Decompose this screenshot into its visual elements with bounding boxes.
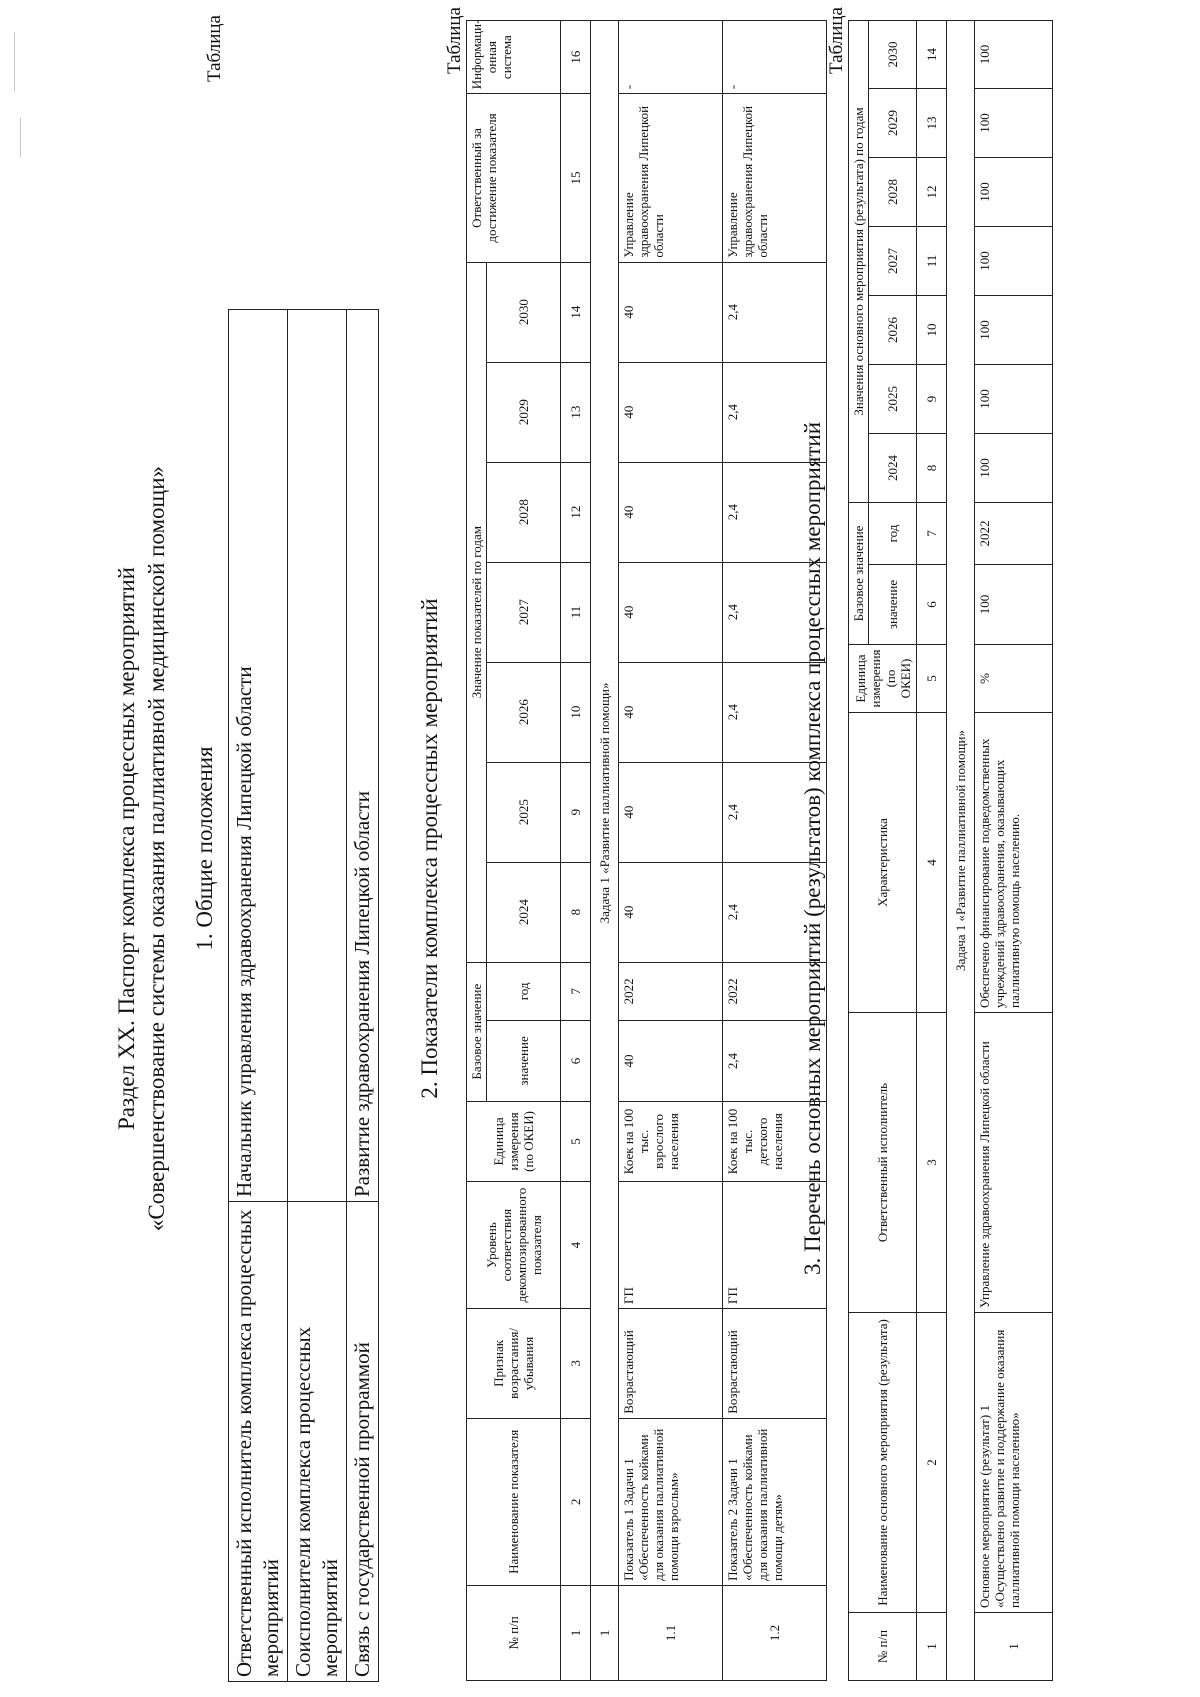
row-value: 2,4	[723, 862, 827, 962]
col-base-value-header: значение	[869, 565, 917, 645]
row-label: Соисполнители комплекса процессных мероприятий	[288, 1202, 347, 1682]
row-resp: Управление здравоохранения Липецкой области	[723, 94, 827, 262]
section3-title: 3. Перечень основных мероприятий (результатов) комплекса процессных мероприятий	[800, 421, 825, 1276]
column-number: 15	[561, 94, 591, 262]
row-value: 40	[619, 462, 723, 562]
row-value: 40	[619, 362, 723, 462]
column-number: 10	[561, 662, 591, 762]
row-num: 1.1	[619, 1585, 723, 1680]
col-base-value-header: значение	[487, 1021, 561, 1101]
row-value: 2,4	[723, 462, 827, 562]
col-level-header: Уровень соответствия декомпозированного показателя	[467, 1182, 561, 1309]
column-number: 1	[561, 1585, 591, 1680]
col-values-header: Значение показателей по годам	[467, 262, 487, 962]
row-base-year: 2022	[619, 962, 723, 1021]
year-header: 2025	[487, 762, 561, 862]
column-number: 12	[917, 157, 947, 226]
column-number: 7	[917, 502, 947, 564]
row-value: 100	[975, 157, 1053, 226]
row-value: 40	[619, 862, 723, 962]
task-number: 1	[591, 1585, 619, 1680]
row-sign: Возрастающий	[723, 1309, 827, 1419]
column-number: 8	[917, 433, 947, 502]
row-value	[288, 310, 347, 1202]
column-number: 13	[917, 88, 947, 157]
row-base-year: 2022	[723, 962, 827, 1021]
row-base-value: 2,4	[723, 1021, 827, 1101]
col-unit-header: Единица измерения (по ОКЕИ)	[849, 645, 917, 713]
column-number: 7	[561, 962, 591, 1021]
col-name-header: Наименование показателя	[467, 1418, 561, 1585]
column-numbers-row	[917, 20, 947, 1680]
column-number: 11	[917, 226, 947, 295]
scan-edge-mark	[20, 117, 21, 157]
column-number: 8	[561, 862, 591, 962]
section1-table-label: Таблица	[204, 15, 225, 83]
year-header: 2024	[487, 862, 561, 962]
col-unit-header: Единица измерения (по ОКЕИ)	[467, 1101, 561, 1181]
table-row	[229, 310, 288, 1682]
year-header: 2028	[487, 462, 561, 562]
column-number: 1	[917, 1613, 947, 1681]
task-row	[947, 20, 975, 1680]
row-value: 40	[619, 562, 723, 662]
column-number: 13	[561, 362, 591, 462]
row-level: ГП	[723, 1182, 827, 1309]
row-name: Основное мероприятие (результат) 1 «Осуществлено развитие и поддержание оказания паллиативной помощи населению»	[975, 1313, 1053, 1613]
col-exec-header: Ответственный исполнитель	[849, 1013, 917, 1313]
col-num-header: № п/п	[467, 1585, 561, 1680]
title-line-1: Раздел XX. Паспорт комплекса процессных мероприятий	[114, 567, 139, 1130]
column-number: 6	[917, 565, 947, 645]
row-value: 100	[975, 364, 1053, 433]
row-num: 1.2	[723, 1585, 827, 1680]
section-title	[112, 0, 172, 1697]
row-value: 40	[619, 762, 723, 862]
column-numbers-row	[561, 21, 591, 1681]
table-row	[288, 310, 347, 1682]
row-char: Обеспечено финансирование подведомственных учреждений здравоохранения, оказывающих паллиативную помощь населению.	[975, 713, 1053, 1013]
column-number: 9	[561, 762, 591, 862]
table-row	[619, 21, 723, 1681]
row-value: 40	[619, 262, 723, 362]
row-base-value: 100	[975, 565, 1053, 645]
scan-edge-mark	[14, 32, 15, 92]
row-name: Показатель 1 Задачи 1 «Обеспеченность койками для оказания паллиативной помощи взрослым»	[619, 1418, 723, 1585]
column-number: 5	[561, 1101, 591, 1181]
table-row	[347, 310, 379, 1682]
year-header: 2029	[869, 88, 917, 157]
row-value: 2,4	[723, 562, 827, 662]
column-number: 3	[917, 1013, 947, 1313]
col-sign-header: Признак возрастания/ убывания	[467, 1309, 561, 1419]
row-base-year: 2022	[975, 502, 1053, 564]
section1-title: 1. Общие положения	[192, 746, 217, 951]
title-line-2: «Совершенствование системы оказания паллиативной медицинской помощи»	[144, 465, 169, 1232]
year-header: 2030	[869, 20, 917, 88]
section2-title: 2. Показатели комплекса процессных мероприятий	[417, 598, 442, 1099]
table-row	[975, 20, 1053, 1680]
row-value: 100	[975, 295, 1053, 364]
row-label: Связь с государственной программой	[347, 1202, 379, 1682]
row-info: -	[723, 21, 827, 94]
section2-table-label: Таблица	[444, 7, 465, 75]
header-row	[467, 21, 487, 1681]
col-base-header: Базовое значение	[467, 962, 487, 1101]
year-header: 2025	[869, 364, 917, 433]
measures-table	[848, 20, 1053, 1681]
column-number: 5	[917, 645, 947, 713]
col-values-header: Значения основного мероприятия (результата) по годам	[849, 20, 869, 502]
row-value: 2,4	[723, 262, 827, 362]
column-number: 14	[561, 262, 591, 362]
column-number: 9	[917, 364, 947, 433]
section3-table-label: Таблица	[826, 7, 847, 75]
row-value: 2,4	[723, 662, 827, 762]
col-info-header: Информаци-онная система	[467, 21, 561, 94]
year-header: 2029	[487, 362, 561, 462]
col-name-header: Наименование основного мероприятия (результата)	[849, 1313, 917, 1613]
row-value: 100	[975, 226, 1053, 295]
col-base-year-header: год	[869, 502, 917, 564]
header-row	[849, 20, 869, 1680]
year-header: 2027	[869, 226, 917, 295]
row-unit: %	[975, 645, 1053, 713]
year-header: 2030	[487, 262, 561, 362]
row-exec: Управление здравоохранения Липецкой области	[975, 1013, 1053, 1313]
column-number: 2	[917, 1313, 947, 1613]
row-unit: Коек на 100 тыс. детского населения	[723, 1101, 827, 1181]
row-value: 2,4	[723, 362, 827, 462]
year-header: 2028	[869, 157, 917, 226]
row-num: 1	[975, 1613, 1053, 1681]
year-header: 2026	[869, 295, 917, 364]
col-base-year-header: год	[487, 962, 561, 1021]
row-value: 40	[619, 662, 723, 762]
col-base-header: Базовое значение	[849, 502, 869, 644]
row-value: 100	[975, 20, 1053, 88]
col-resp-header: Ответственный за достижение показателя	[467, 94, 561, 262]
row-unit: Коек на 100 тыс. взрослого населения	[619, 1101, 723, 1181]
row-base-value: 40	[619, 1021, 723, 1101]
year-header: 2026	[487, 662, 561, 762]
row-level: ГП	[619, 1182, 723, 1309]
general-provisions-table	[228, 309, 379, 1682]
task-label: Задача 1 «Развитие паллиативной помощи»	[947, 20, 975, 1680]
column-number: 4	[917, 713, 947, 1013]
year-header: 2027	[487, 562, 561, 662]
column-number: 10	[917, 295, 947, 364]
column-number: 6	[561, 1021, 591, 1101]
column-number: 2	[561, 1418, 591, 1585]
row-value: Развитие здравоохранения Липецкой области	[347, 310, 379, 1202]
column-number: 14	[917, 20, 947, 88]
task-label: Задача 1 «Развитие паллиативной помощи»	[591, 21, 619, 1586]
row-name: Показатель 2 Задачи 1 «Обеспеченность койками для оказания паллиативной помощи детям»	[723, 1418, 827, 1585]
column-number: 16	[561, 21, 591, 94]
row-value: 100	[975, 88, 1053, 157]
task-row	[591, 21, 619, 1681]
column-number: 4	[561, 1182, 591, 1309]
indicators-table	[466, 20, 827, 1681]
row-value: 100	[975, 433, 1053, 502]
col-char-header: Характеристика	[849, 713, 917, 1013]
row-value: 2,4	[723, 762, 827, 862]
column-number: 11	[561, 562, 591, 662]
year-header: 2024	[869, 433, 917, 502]
row-label: Ответственный исполнитель комплекса процессных мероприятий	[229, 1202, 288, 1682]
row-sign: Возрастающий	[619, 1309, 723, 1419]
row-info: -	[619, 21, 723, 94]
col-num-header: № п/п	[849, 1613, 917, 1681]
row-resp: Управление здравоохранения Липецкой области	[619, 94, 723, 262]
column-number: 3	[561, 1309, 591, 1419]
column-number: 12	[561, 462, 591, 562]
row-value: Начальник управления здравоохранения Липецкой области	[229, 310, 288, 1202]
